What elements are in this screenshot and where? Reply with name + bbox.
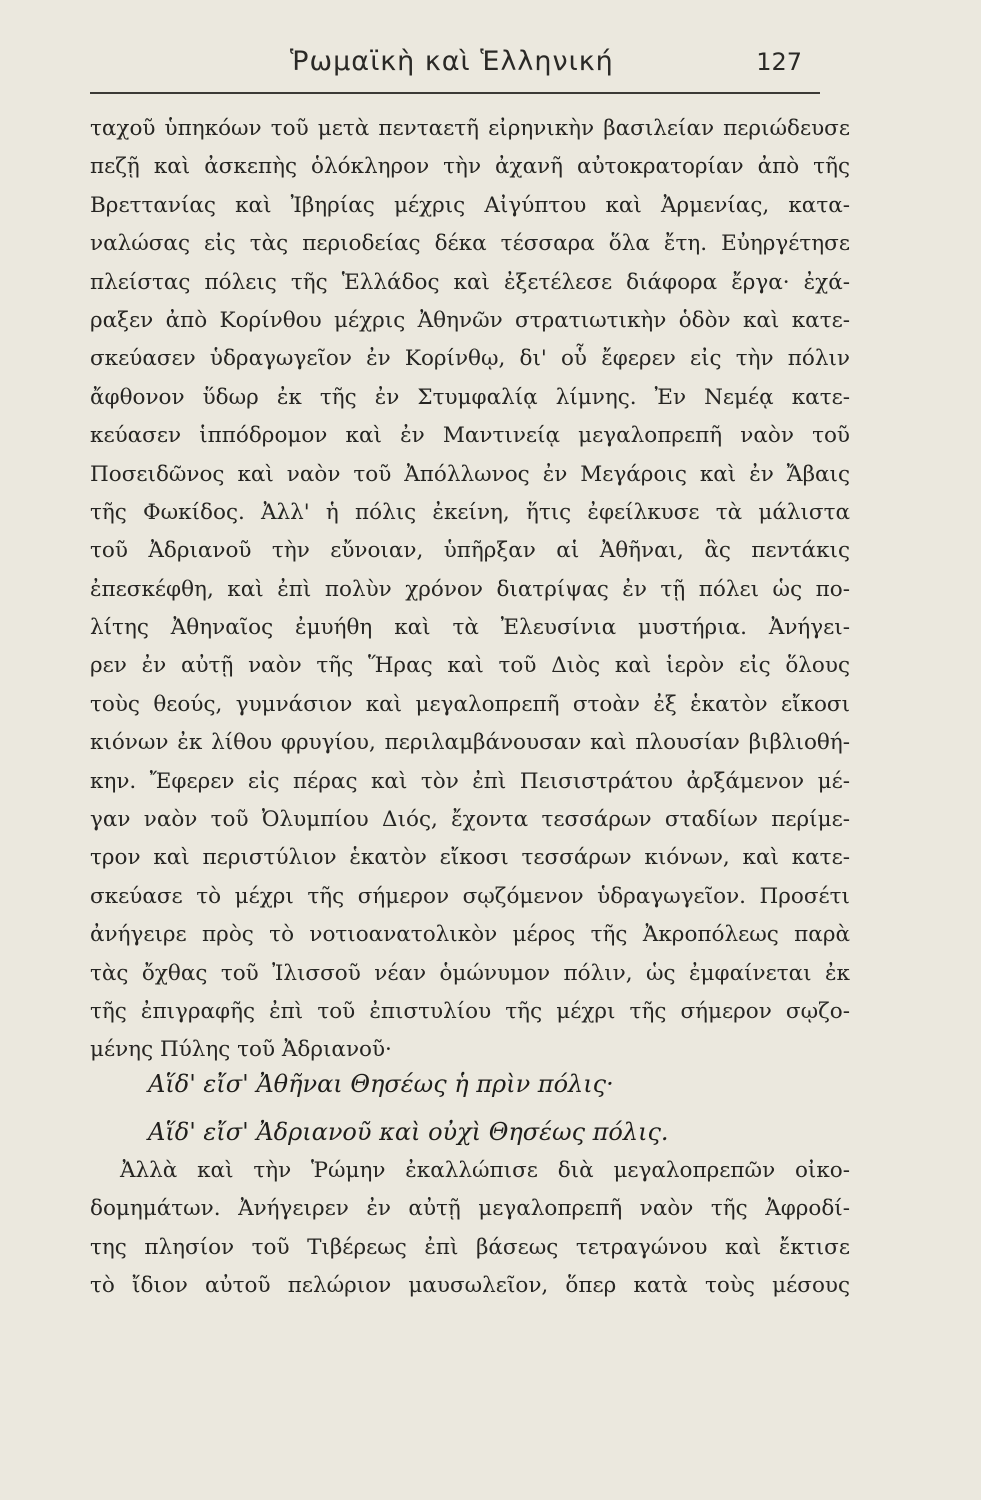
- text-line: της πλησίον τοῦ Τιβέρεως ἐπὶ βάσεως τετραγώνου καὶ ἔκτισε: [90, 1234, 850, 1260]
- text-line: ναλώσας εἰς τὰς περιοδείας δέκα τέσσαρα ὅλα ἔτη. Εὐηργέτησε: [90, 231, 850, 257]
- header-rule: [90, 92, 820, 94]
- text-line: κιόνων ἐκ λίθου φρυγίου, περιλαμβάνουσαν καὶ πλουσίαν βιβλιοθή-: [90, 730, 850, 756]
- text-line: γαν ναὸν τοῦ Ὀλυμπίου Διός, ἔχοντα τεσσάρων σταδίων περίμε-: [90, 807, 850, 833]
- text-line: ραξεν ἀπὸ Κορίνθου μέχρις Ἀθηνῶν στρατιωτικὴν ὁδὸν καὶ κατε-: [90, 307, 850, 333]
- text-line: ἐπεσκέφθη, καὶ ἐπὶ πολὺν χρόνον διατρίψας ἐν τῇ πόλει ὡς πο-: [90, 576, 850, 602]
- text-line: Ποσειδῶνος καὶ ναὸν τοῦ Ἀπόλλωνος ἐν Μεγάροις καὶ ἐν Ἄβαις: [90, 461, 850, 487]
- text-line: ἄφθονον ὕδωρ ἐκ τῆς ἐν Στυμφαλίᾳ λίμνης. Ἐν Νεμέᾳ κατε-: [90, 384, 850, 410]
- text-line: τῆς Φωκίδος. Ἀλλ' ἡ πόλις ἐκείνη, ἥτις ἐφείλκυσε τὰ μάλιστα: [90, 499, 850, 525]
- text-line: δομημάτων. Ἀνήγειρεν ἐν αὐτῇ μεγαλοπρεπῆ ναὸν τῆς Ἀφροδί-: [90, 1196, 850, 1222]
- text-line: τοὺς θεούς, γυμνάσιον καὶ μεγαλοπρεπῆ στοὰν ἐξ ἑκατὸν εἴκοσι: [90, 691, 850, 717]
- text-line: ἀνήγειρε πρὸς τὸ νοτιοανατολικὸν μέρος τῆς Ἀκροπόλεως παρὰ: [90, 922, 850, 948]
- text-line: τρον καὶ περιστύλιον ἑκατὸν εἴκοσι τεσσάρων κιόνων, καὶ κατε-: [90, 845, 850, 871]
- text-line: Ἀλλὰ καὶ τὴν Ῥώμην ἐκαλλώπισε διὰ μεγαλοπρεπῶν οἰκο-: [120, 1158, 850, 1183]
- text-line: ταχοῦ ὑπηκόων τοῦ μετὰ πενταετῆ εἰρηνικὴν βασιλείαν περιώδευσε: [90, 116, 850, 141]
- page-header: [90, 44, 820, 94]
- text-line: τὸ ἴδιον αὐτοῦ πελώριον μαυσωλεῖον, ὅπερ κατὰ τοὺς μέσους: [90, 1273, 850, 1299]
- text-line: σκεύασε τὸ μέχρι τῆς σήμερον σῳζόμενον ὑδραγωγεῖον. Προσέτι: [90, 883, 850, 909]
- page-number: 127: [756, 48, 802, 76]
- text-line: τοῦ Ἀδριανοῦ τὴν εὔνοιαν, ὑπῆρξαν αἱ Ἀθῆναι, ἃς πεντάκις: [90, 538, 850, 564]
- text-line: Βρεττανίας καὶ Ἰβηρίας μέχρις Αἰγύπτου καὶ Ἀρμενίας, κατα-: [90, 192, 850, 218]
- text-line: λίτης Ἀθηναῖος ἐμυήθη καὶ τὰ Ἐλευσίνια μυστήρια. Ἀνήγει-: [90, 615, 850, 641]
- text-line: κεύασεν ἱππόδρομον καὶ ἐν Μαντινείᾳ μεγαλοπρεπῆ ναὸν τοῦ: [90, 423, 850, 449]
- text-line: κην. Ἔφερεν εἰς πέρας καὶ τὸν ἐπὶ Πεισιστράτου ἀρξάμενον μέ-: [90, 768, 850, 794]
- text-line: πλείστας πόλεις τῆς Ἑλλάδος καὶ ἐξετέλεσε διάφορα ἔργα· ἐχά-: [90, 269, 850, 295]
- text-line: τῆς ἐπιγραφῆς ἐπὶ τοῦ ἐπιστυλίου τῆς μέχρι τῆς σήμερον σῳζο-: [90, 998, 850, 1024]
- paragraph-2: [90, 1152, 850, 1306]
- text-line: μένης Πύλης τοῦ Ἀδριανοῦ·: [90, 1037, 392, 1063]
- text-line: πεζῇ καὶ ἀσκεπὴς ὁλόκληρον τὴν ἀχανῆ αὐτοκρατορίαν ἀπὸ τῆς: [90, 154, 850, 180]
- running-title: Ῥωμαϊκὴ καὶ Ἑλληνική: [290, 46, 614, 77]
- text-line: τὰς ὄχθας τοῦ Ἰλισσοῦ νέαν ὁμώνυμον πόλιν, ὡς ἐμφαίνεται ἐκ: [90, 960, 850, 986]
- text-line: ρεν ἐν αὐτῇ ναὸν τῆς Ἥρας καὶ τοῦ Διὸς καὶ ἱερὸν εἰς ὅλους: [90, 653, 850, 679]
- inscription-verses: [90, 1060, 850, 1156]
- paragraph-1: [90, 110, 850, 1070]
- verse-line: Αἵδ' εἴσ' Ἀδριανοῦ καὶ οὐχὶ Θησέως πόλις.: [148, 1118, 669, 1146]
- text-line: σκεύασεν ὑδραγωγεῖον ἐν Κορίνθῳ, δι' οὗ ἔφερεν εἰς τὴν πόλιν: [90, 346, 850, 372]
- verse-line: Αἵδ' εἴσ' Ἀθῆναι Θησέως ἡ πρὶν πόλις·: [148, 1070, 614, 1098]
